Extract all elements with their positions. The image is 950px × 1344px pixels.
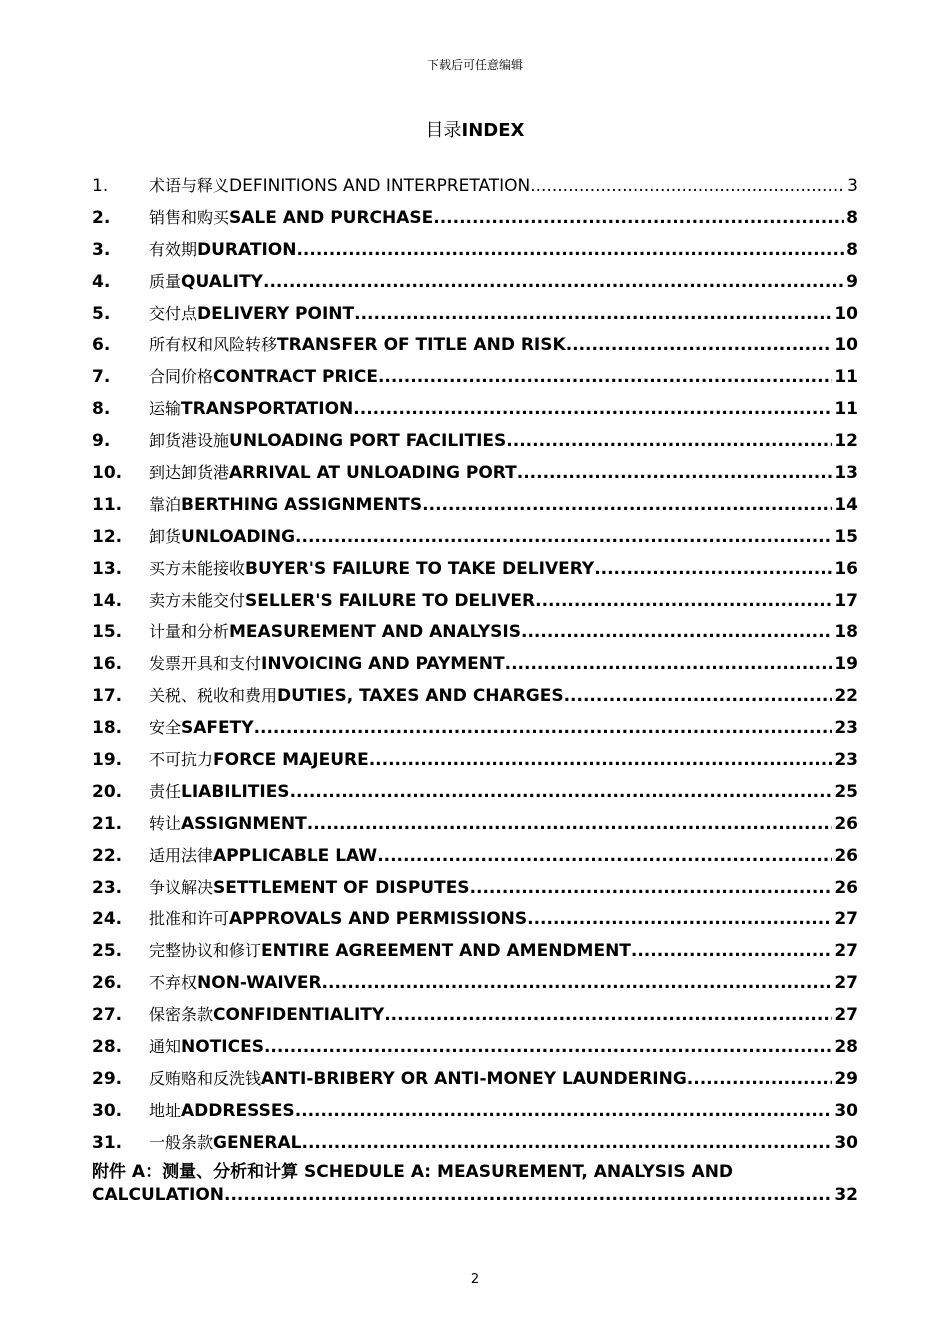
toc-entry[interactable] bbox=[92, 1031, 858, 1063]
table-of-contents bbox=[92, 170, 858, 1207]
page-header: 下载后可任意编辑 bbox=[426, 58, 523, 72]
toc-entry-page: 14 bbox=[834, 494, 858, 515]
toc-entry-page: 10 bbox=[834, 303, 858, 324]
toc-entry-number: 28. bbox=[92, 1037, 123, 1058]
toc-entry-label bbox=[149, 1095, 832, 1128]
toc-entry-page: 22 bbox=[834, 686, 858, 707]
toc-entry-number: 14. bbox=[92, 590, 123, 611]
toc-entry-title-zh: 卸货港设施 bbox=[149, 431, 230, 451]
toc-entry-label bbox=[149, 489, 832, 522]
toc-entry-title-zh: 关税、税收和费用 bbox=[149, 686, 278, 706]
toc-entry-number: 18. bbox=[92, 718, 123, 739]
toc-entry-number: 7. bbox=[92, 367, 111, 388]
toc-entry-title-zh: 转让 bbox=[149, 813, 182, 833]
toc-entry-title-en: GENERAL bbox=[213, 1132, 302, 1153]
toc-entry-title-en: SETTLEMENT OF DISPUTES bbox=[213, 877, 470, 898]
toc-leader-dots bbox=[422, 490, 832, 522]
toc-entry[interactable] bbox=[92, 967, 858, 999]
toc-entry-page: 8 bbox=[846, 239, 858, 260]
toc-entry-label bbox=[149, 585, 832, 618]
toc-entry-page: 26 bbox=[834, 877, 858, 898]
toc-entry-number: 4. bbox=[92, 271, 111, 292]
toc-leader-dots bbox=[296, 235, 844, 267]
toc-entry-title-en: MEASUREMENT AND ANALYSIS bbox=[229, 622, 521, 643]
toc-entry-title-en: CONTRACT PRICE bbox=[213, 367, 378, 388]
toc-entry-title-en: BUYER'S FAILURE TO TAKE DELIVERY bbox=[245, 558, 595, 579]
toc-entry-title-en: UNLOADING bbox=[181, 526, 296, 547]
toc-entry-title-en: INVOICING AND PAYMENT bbox=[261, 654, 505, 675]
toc-entry[interactable] bbox=[92, 170, 858, 202]
toc-leader-dots bbox=[264, 1032, 832, 1064]
toc-leader-dots bbox=[307, 809, 833, 841]
toc-entry[interactable] bbox=[92, 1127, 858, 1159]
toc-entry-title-zh: 所有权和风险转移 bbox=[149, 335, 278, 355]
toc-leader-dots bbox=[527, 904, 832, 936]
toc-entry-title-en: ANTI-BRIBERY OR ANTI-MONEY LAUNDERING bbox=[261, 1068, 687, 1089]
toc-entry-number: 26. bbox=[92, 973, 123, 994]
toc-entry-title-zh: 反贿赂和反洗钱 bbox=[149, 1068, 262, 1088]
toc-entry-number: 8. bbox=[92, 399, 111, 420]
toc-entry[interactable] bbox=[92, 298, 858, 330]
toc-leader-dots bbox=[687, 1064, 833, 1096]
toc-entry-title-en: SAFETY bbox=[181, 718, 254, 739]
toc-leader-dots bbox=[521, 617, 832, 649]
toc-entry-title-en: DELIVERY POINT bbox=[197, 303, 355, 324]
toc-entry-label bbox=[149, 712, 832, 745]
toc-title-en: INDEX bbox=[461, 120, 525, 141]
toc-entry-number: 13. bbox=[92, 558, 123, 579]
toc-entry[interactable] bbox=[92, 521, 858, 553]
toc-entry-label bbox=[149, 170, 845, 203]
toc-entry-page: 15 bbox=[834, 526, 858, 547]
toc-entry-page: 3 bbox=[847, 176, 858, 196]
toc-entry-page: 17 bbox=[834, 590, 858, 611]
toc-entry-label bbox=[149, 967, 832, 1000]
toc-entry-title-en: TRANSFER OF TITLE AND RISK bbox=[277, 335, 566, 356]
toc-entry-schedule-a[interactable] bbox=[92, 1161, 858, 1207]
toc-leader-dots bbox=[378, 362, 832, 394]
toc-leader-dots bbox=[506, 426, 832, 458]
toc-entry-number: 2. bbox=[92, 207, 111, 228]
toc-entry-page: 18 bbox=[834, 622, 858, 643]
toc-entry-title-zh: 一般条款 bbox=[149, 1132, 214, 1152]
toc-entry-label bbox=[149, 329, 832, 362]
toc-entry[interactable] bbox=[92, 744, 858, 776]
toc-entry-label bbox=[149, 616, 832, 649]
toc-entry-page: 8 bbox=[846, 207, 858, 228]
toc-entry-label bbox=[149, 1063, 832, 1096]
toc-leader-dots bbox=[354, 299, 832, 331]
toc-entry-label bbox=[149, 521, 832, 554]
toc-entry-title-zh: 卸货 bbox=[149, 526, 182, 546]
toc-entry[interactable] bbox=[92, 935, 858, 967]
toc-entry-title-zh: 安全 bbox=[149, 718, 182, 738]
toc-entry-title-zh: 适用法律 bbox=[149, 845, 214, 865]
toc-entry-title-zh: 发票开具和支付 bbox=[149, 654, 262, 674]
toc-entry-label bbox=[149, 872, 832, 905]
toc-entry-page: 11 bbox=[834, 367, 858, 388]
toc-entry-title-zh: 计量和分析 bbox=[149, 622, 230, 642]
toc-entry-page: 10 bbox=[834, 335, 858, 356]
toc-entry-label bbox=[149, 266, 844, 299]
toc-entry-number: 12. bbox=[92, 526, 123, 547]
toc-entry[interactable] bbox=[92, 585, 858, 617]
toc-entry-label bbox=[149, 298, 832, 331]
toc-entry-label bbox=[149, 776, 832, 809]
toc-leader-dots bbox=[322, 968, 833, 1000]
toc-entry-title-en: SELLER'S FAILURE TO DELIVER bbox=[245, 590, 536, 611]
toc-entry-page: 26 bbox=[834, 813, 858, 834]
toc-entry-page: 27 bbox=[834, 909, 858, 930]
toc-entry-page: 23 bbox=[834, 718, 858, 739]
toc-entry-number: 17. bbox=[92, 686, 123, 707]
toc-entry-label bbox=[149, 361, 832, 394]
toc-entry[interactable] bbox=[92, 202, 858, 234]
toc-leader-dots bbox=[564, 681, 833, 713]
toc-entry[interactable] bbox=[92, 1063, 858, 1095]
toc-leader-dots bbox=[566, 330, 833, 362]
toc-entry-page: 13 bbox=[834, 463, 858, 484]
toc-entry-label bbox=[149, 457, 832, 490]
page-number: 2 bbox=[470, 1272, 480, 1287]
toc-entry-label bbox=[149, 234, 844, 267]
toc-entry-page: 27 bbox=[834, 1005, 858, 1026]
toc-entry-title-zh: 不弃权 bbox=[149, 973, 198, 993]
toc-entry-label bbox=[149, 202, 844, 235]
toc-entry-number: 23. bbox=[92, 877, 123, 898]
toc-entry-number: 25. bbox=[92, 941, 123, 962]
schedule-title-line1: 附件 A：测量、分析和计算 SCHEDULE A: MEASUREMENT, ANALYSIS AND bbox=[92, 1161, 734, 1182]
toc-entry-label bbox=[149, 808, 832, 841]
toc-entry-label bbox=[149, 935, 832, 968]
toc-entry-title-zh: 交付点 bbox=[149, 303, 198, 323]
toc-entry-title-en: DURATION bbox=[197, 239, 297, 260]
toc-leader-dots bbox=[470, 873, 833, 905]
toc-entry-page: 28 bbox=[834, 1037, 858, 1058]
toc-entry-page: 30 bbox=[834, 1132, 858, 1153]
toc-entry-page: 26 bbox=[834, 845, 858, 866]
toc-entry[interactable] bbox=[92, 266, 858, 298]
toc-entry-title-en: UNLOADING PORT FACILITIES bbox=[229, 431, 507, 452]
toc-entry-label bbox=[149, 1031, 832, 1064]
toc-entry[interactable] bbox=[92, 999, 858, 1031]
toc-entry[interactable] bbox=[92, 872, 858, 904]
toc-entry[interactable] bbox=[92, 840, 858, 872]
toc-entry-title-zh: 到达卸货港 bbox=[149, 463, 230, 483]
toc-entry[interactable] bbox=[92, 553, 858, 585]
toc-entry[interactable] bbox=[92, 903, 858, 935]
toc-entry-page: 23 bbox=[834, 750, 858, 771]
toc-entry-title-zh: 批准和许可 bbox=[149, 909, 230, 929]
toc-leader-dots bbox=[295, 1096, 833, 1128]
toc-entry-title-zh: 卖方未能交付 bbox=[149, 590, 246, 610]
toc-entry[interactable] bbox=[92, 616, 858, 648]
toc-entry-title-zh: 保密条款 bbox=[149, 1005, 214, 1025]
toc-entry-title-en: QUALITY bbox=[181, 271, 263, 292]
toc-entry-label bbox=[149, 425, 832, 458]
toc-entry[interactable] bbox=[92, 329, 858, 361]
toc-entry-title-en: BERTHING ASSIGNMENTS bbox=[181, 494, 423, 515]
toc-entry[interactable] bbox=[92, 680, 858, 712]
toc-entry-label bbox=[149, 680, 832, 713]
toc-entry-title-en: CONFIDENTIALITY bbox=[213, 1005, 385, 1026]
toc-entry-page: 30 bbox=[834, 1100, 858, 1121]
toc-entry-title-en: ENTIRE AGREEMENT AND AMENDMENT bbox=[261, 941, 631, 962]
toc-entry-title-zh: 完整协议和修订 bbox=[149, 941, 262, 961]
toc-entry-title-en: ADDRESSES bbox=[181, 1100, 295, 1121]
toc-entry-label bbox=[149, 393, 832, 426]
toc-entry-title-en: TRANSPORTATION bbox=[181, 399, 354, 420]
toc-title bbox=[0, 116, 950, 142]
toc-entry-title-zh: 责任 bbox=[149, 781, 182, 801]
toc-entry-title-en: APPLICABLE LAW bbox=[213, 845, 378, 866]
toc-entry-number: 9. bbox=[92, 431, 111, 452]
toc-leader-dots bbox=[530, 171, 845, 203]
toc-entry[interactable] bbox=[92, 457, 858, 489]
toc-leader-dots bbox=[295, 522, 832, 554]
toc-entry-label bbox=[149, 840, 832, 873]
toc-entry-page: 9 bbox=[846, 271, 858, 292]
toc-entry-label bbox=[149, 553, 832, 586]
toc-entry-title-en: SALE AND PURCHASE bbox=[229, 207, 434, 228]
toc-leader-dots bbox=[263, 267, 844, 299]
toc-leader-dots bbox=[505, 649, 833, 681]
toc-leader-dots bbox=[224, 1184, 832, 1207]
toc-entry-page: 25 bbox=[834, 781, 858, 802]
toc-entry-title-zh: 靠泊 bbox=[149, 494, 182, 514]
toc-entry-title-en: ASSIGNMENT bbox=[181, 813, 307, 834]
toc-entry-label bbox=[149, 744, 832, 777]
toc-leader-dots bbox=[433, 203, 844, 235]
toc-entry-number: 11. bbox=[92, 494, 123, 515]
toc-entry[interactable] bbox=[92, 1095, 858, 1127]
toc-entry-number: 20. bbox=[92, 781, 123, 802]
toc-leader-dots bbox=[290, 777, 833, 809]
toc-entry[interactable] bbox=[92, 361, 858, 393]
toc-entry-number: 3. bbox=[92, 239, 111, 260]
toc-entry[interactable] bbox=[92, 425, 858, 457]
toc-entry-number: 24. bbox=[92, 909, 123, 930]
toc-entry-title-en: LIABILITIES bbox=[181, 781, 290, 802]
toc-entry-title-en: NOTICES bbox=[181, 1037, 264, 1058]
toc-entry-page: 12 bbox=[834, 431, 858, 452]
toc-entry[interactable] bbox=[92, 489, 858, 521]
toc-leader-dots bbox=[384, 1000, 832, 1032]
toc-entry[interactable] bbox=[92, 234, 858, 266]
toc-entry[interactable] bbox=[92, 808, 858, 840]
toc-entry[interactable] bbox=[92, 712, 858, 744]
toc-entry-title-zh: 运输 bbox=[149, 399, 182, 419]
toc-entry-number: 15. bbox=[92, 622, 123, 643]
toc-entry-number: 19. bbox=[92, 750, 123, 771]
toc-entry-title-zh: 销售和购买 bbox=[149, 207, 230, 227]
toc-leader-dots bbox=[631, 936, 832, 968]
toc-entry-number: 29. bbox=[92, 1068, 123, 1089]
toc-entry[interactable] bbox=[92, 776, 858, 808]
toc-leader-dots bbox=[535, 586, 832, 618]
toc-entry-page: 27 bbox=[834, 941, 858, 962]
toc-entry-number: 21. bbox=[92, 813, 123, 834]
toc-entry[interactable] bbox=[92, 648, 858, 680]
toc-entry-title-en: FORCE MAJEURE bbox=[213, 750, 369, 771]
toc-entry-number: 30. bbox=[92, 1100, 123, 1121]
toc-title-zh: 目录 bbox=[425, 120, 462, 141]
toc-entry-number: 6. bbox=[92, 335, 111, 356]
toc-entry-title-en: NON-WAIVER bbox=[197, 973, 322, 994]
toc-leader-dots bbox=[369, 745, 833, 777]
toc-leader-dots bbox=[302, 1128, 833, 1160]
toc-entry-title-en: ARRIVAL AT UNLOADING PORT bbox=[229, 463, 517, 484]
toc-entry-number: 22. bbox=[92, 845, 123, 866]
toc-entry-title-zh: 争议解决 bbox=[149, 877, 214, 897]
toc-leader-dots bbox=[594, 554, 832, 586]
toc-entry-label bbox=[149, 999, 832, 1032]
toc-entry-title-en: DEFINITIONS AND INTERPRETATION bbox=[229, 176, 531, 196]
toc-entry-title-zh: 地址 bbox=[149, 1100, 182, 1120]
toc-entry-label bbox=[149, 648, 832, 681]
toc-entry-title-en: APPROVALS AND PERMISSIONS bbox=[229, 909, 528, 930]
toc-entry-page: 19 bbox=[834, 654, 858, 675]
schedule-page: 32 bbox=[834, 1184, 858, 1205]
toc-entry-title-zh: 术语与释义 bbox=[149, 176, 230, 195]
toc-entry[interactable] bbox=[92, 393, 858, 425]
toc-entry-label bbox=[149, 903, 832, 936]
toc-entry-title-en: DUTIES, TAXES AND CHARGES bbox=[277, 686, 564, 707]
toc-leader-dots bbox=[353, 394, 832, 426]
toc-entry-page: 11 bbox=[834, 399, 858, 420]
toc-leader-dots bbox=[377, 841, 832, 873]
toc-entry-label bbox=[149, 1127, 832, 1160]
toc-entry-number: 31. bbox=[92, 1132, 123, 1153]
toc-entry-title-zh: 买方未能接收 bbox=[149, 558, 246, 578]
toc-entry-title-zh: 合同价格 bbox=[149, 367, 214, 387]
toc-entry-page: 29 bbox=[834, 1068, 858, 1089]
toc-entry-page: 16 bbox=[834, 558, 858, 579]
schedule-title-line2: CALCULATION bbox=[92, 1184, 225, 1205]
toc-entry-title-zh: 有效期 bbox=[149, 239, 198, 259]
toc-entry-number: 27. bbox=[92, 1005, 123, 1026]
toc-entry-number: 10. bbox=[92, 463, 123, 484]
toc-entry-title-zh: 质量 bbox=[149, 271, 182, 291]
toc-leader-dots bbox=[254, 713, 833, 745]
toc-entry-title-zh: 不可抗力 bbox=[149, 750, 214, 770]
toc-entry-number: 5. bbox=[92, 303, 111, 324]
toc-entry-page: 27 bbox=[834, 973, 858, 994]
toc-entry-title-zh: 通知 bbox=[149, 1037, 182, 1057]
toc-leader-dots bbox=[517, 458, 833, 490]
toc-entry-number: 16. bbox=[92, 654, 123, 675]
toc-entry-number: 1. bbox=[92, 176, 109, 196]
